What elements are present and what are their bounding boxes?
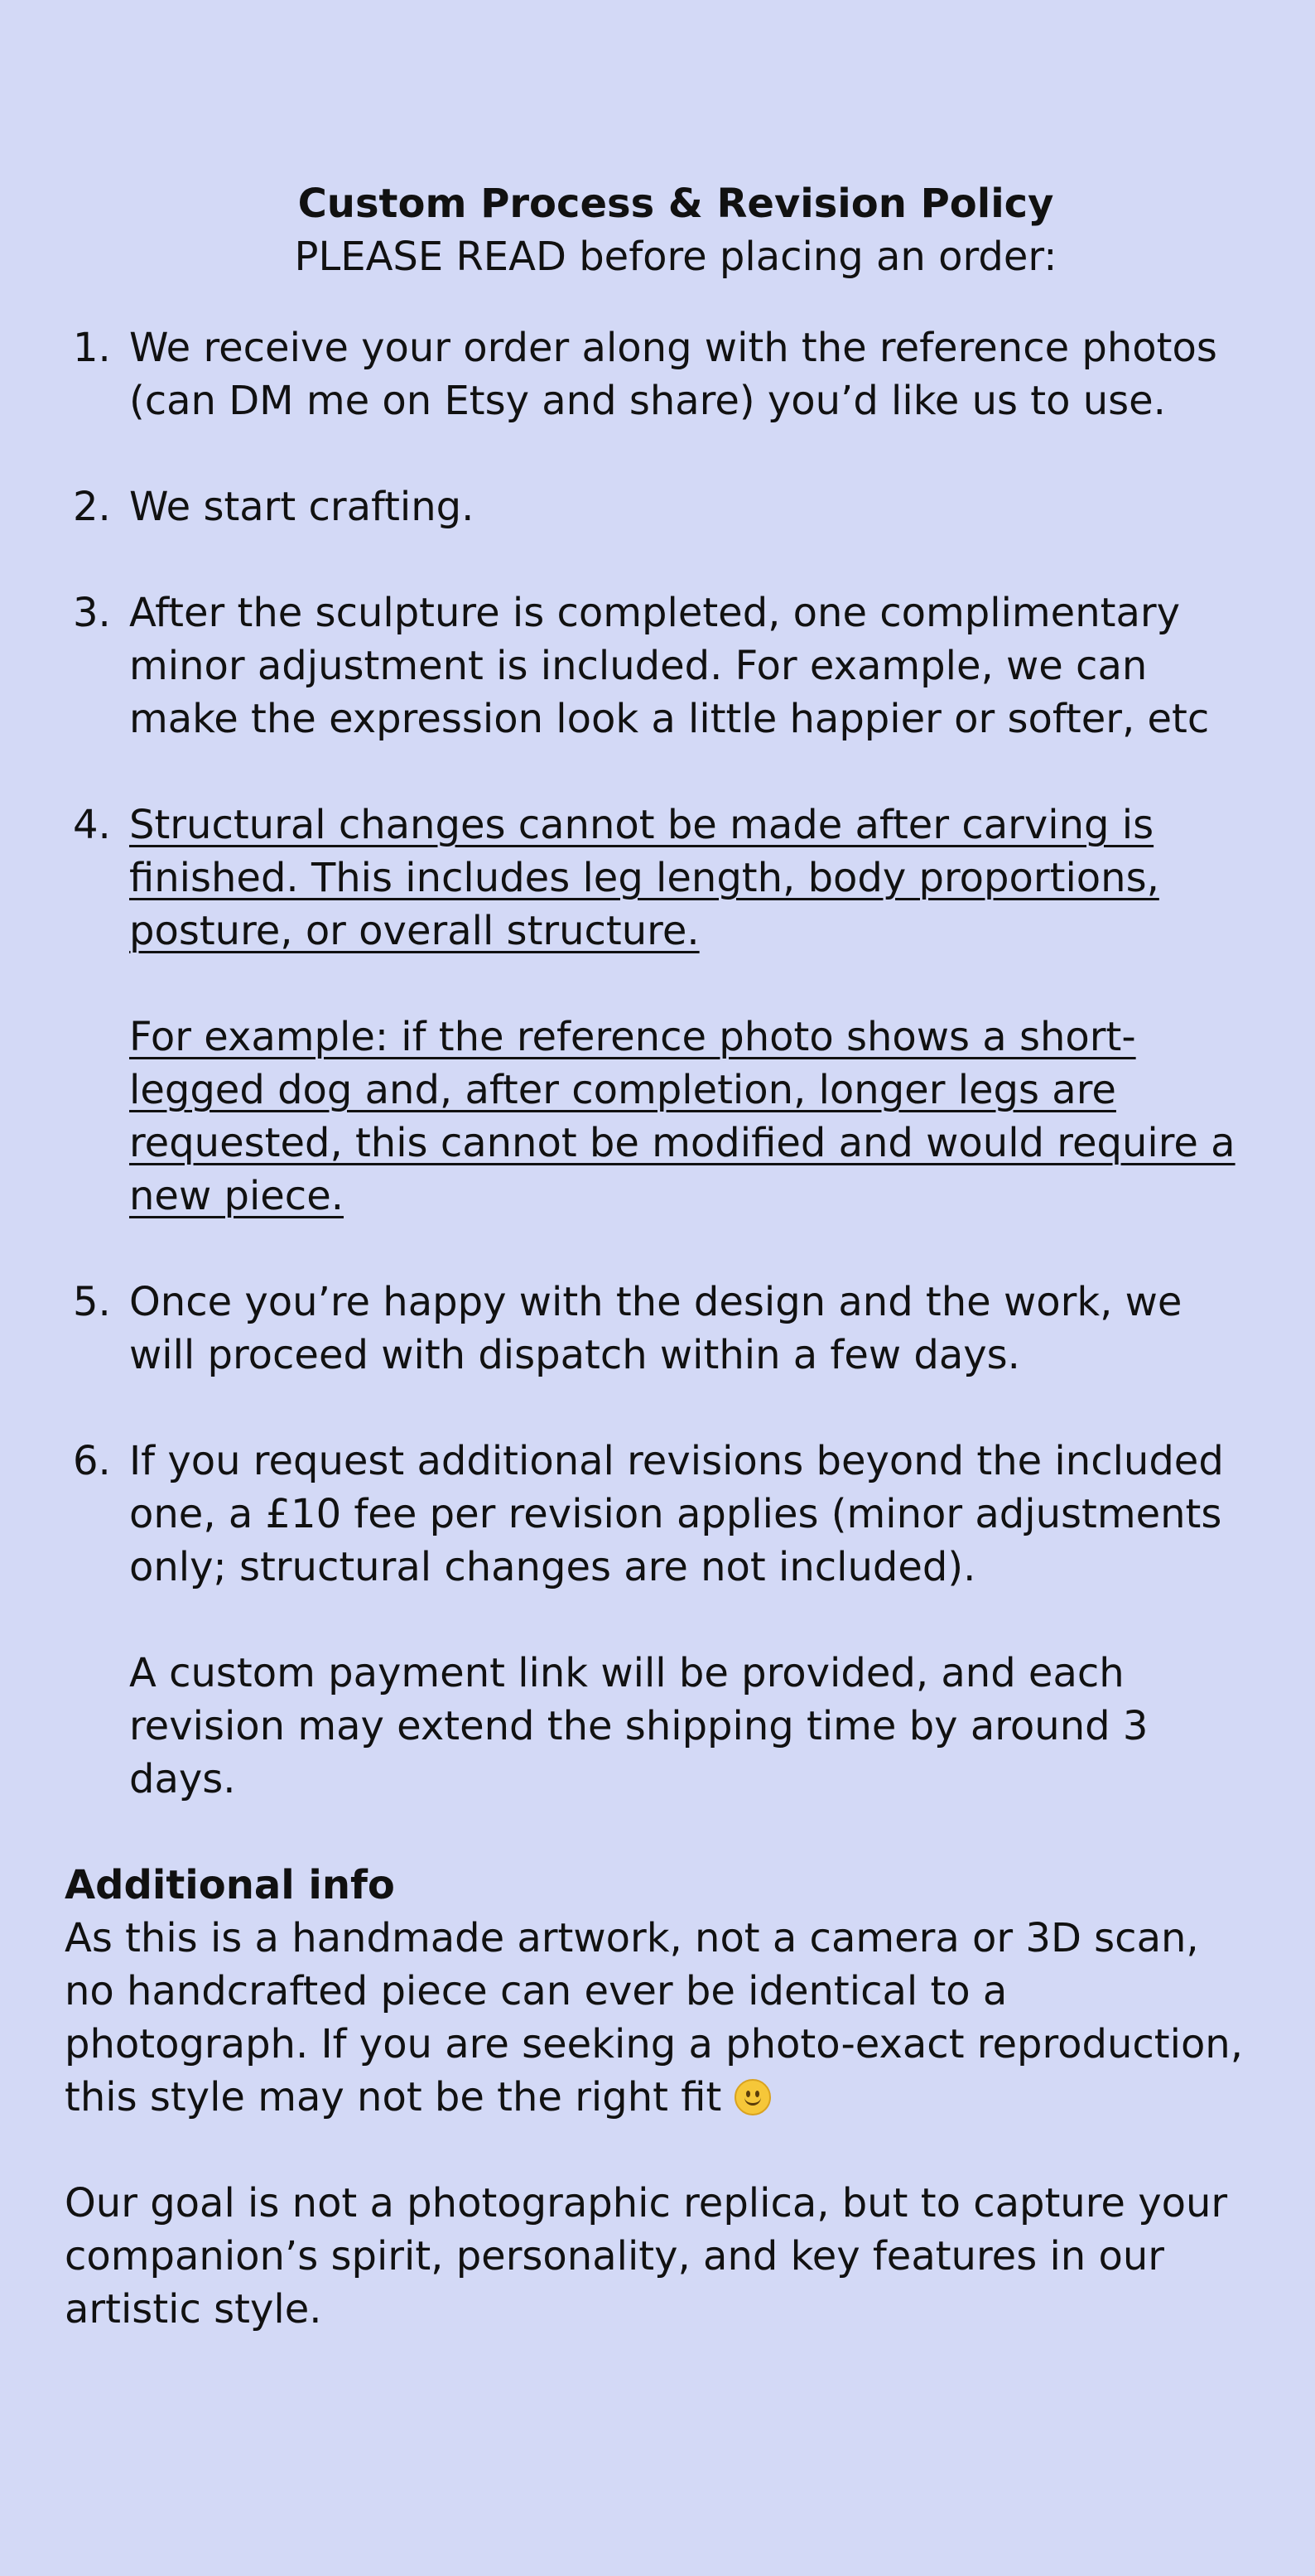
step-text-structural-example: For example: if the reference photo shows a short-legged dog and, after completion, longer legs are requested, this cannot be modified and would require a new piece. xyxy=(129,1014,1236,1219)
step-text-payment-link: A custom payment link will be provided, and each revision may extend the shipping time by around 3 days. xyxy=(129,1650,1149,1802)
additional-info-heading: Additional info xyxy=(65,1862,395,1908)
additional-info-section xyxy=(65,1859,1257,2336)
step-text: After the sculpture is completed, one complimentary minor adjustment is included. For example, we can make the expression look a little happier or softer, etc xyxy=(129,590,1210,742)
step-number: 4. xyxy=(73,802,111,848)
additional-info-goal-paragraph: Our goal is not a photographic replica, but to capture your companion’s spirit, personality, and key features in our artistic style. xyxy=(65,2180,1228,2332)
step-number: 5. xyxy=(73,1279,111,1325)
page-title: Custom Process & Revision Policy xyxy=(297,181,1054,227)
list-item-step-2 xyxy=(65,480,1257,533)
step-text-structural-warning: Structural changes cannot be made after carving is finished. This includes leg length, body proportions, posture, or overall structure. xyxy=(129,802,1159,954)
policy-document xyxy=(65,177,1257,2336)
step-text: We start crafting. xyxy=(129,484,474,530)
list-item-step-1 xyxy=(65,321,1257,427)
step-number: 6. xyxy=(73,1438,111,1484)
process-steps-list xyxy=(65,321,1257,1806)
step-number: 2. xyxy=(73,484,111,530)
additional-info-paragraph xyxy=(65,1912,1257,2124)
list-item-step-6 xyxy=(65,1435,1257,1806)
list-item-step-5 xyxy=(65,1276,1257,1382)
additional-info-text: As this is a handmade artwork, not a camera or 3D scan, no handcrafted piece can ever be identical to a photograph. If you are seeking a photo-exact reproduction, this style may not be the right fit xyxy=(65,1915,1243,2120)
list-item-step-4 xyxy=(65,798,1257,1223)
step-number: 1. xyxy=(73,325,111,371)
step-text: We receive your order along with the reference photos (can DM me on Etsy and share) you’d like us to use. xyxy=(129,325,1217,424)
step-number: 3. xyxy=(73,590,111,636)
step-text: If you request additional revisions beyond the included one, a £10 fee per revision applies (minor adjustments only; structural changes are not included). xyxy=(129,1438,1224,1590)
list-item-step-3 xyxy=(65,586,1257,745)
slightly-smiling-face-icon xyxy=(735,2079,771,2115)
step-text: Once you’re happy with the design and the work, we will proceed with dispatch within a few days. xyxy=(129,1279,1183,1378)
page-subtitle: PLEASE READ before placing an order: xyxy=(294,234,1057,280)
